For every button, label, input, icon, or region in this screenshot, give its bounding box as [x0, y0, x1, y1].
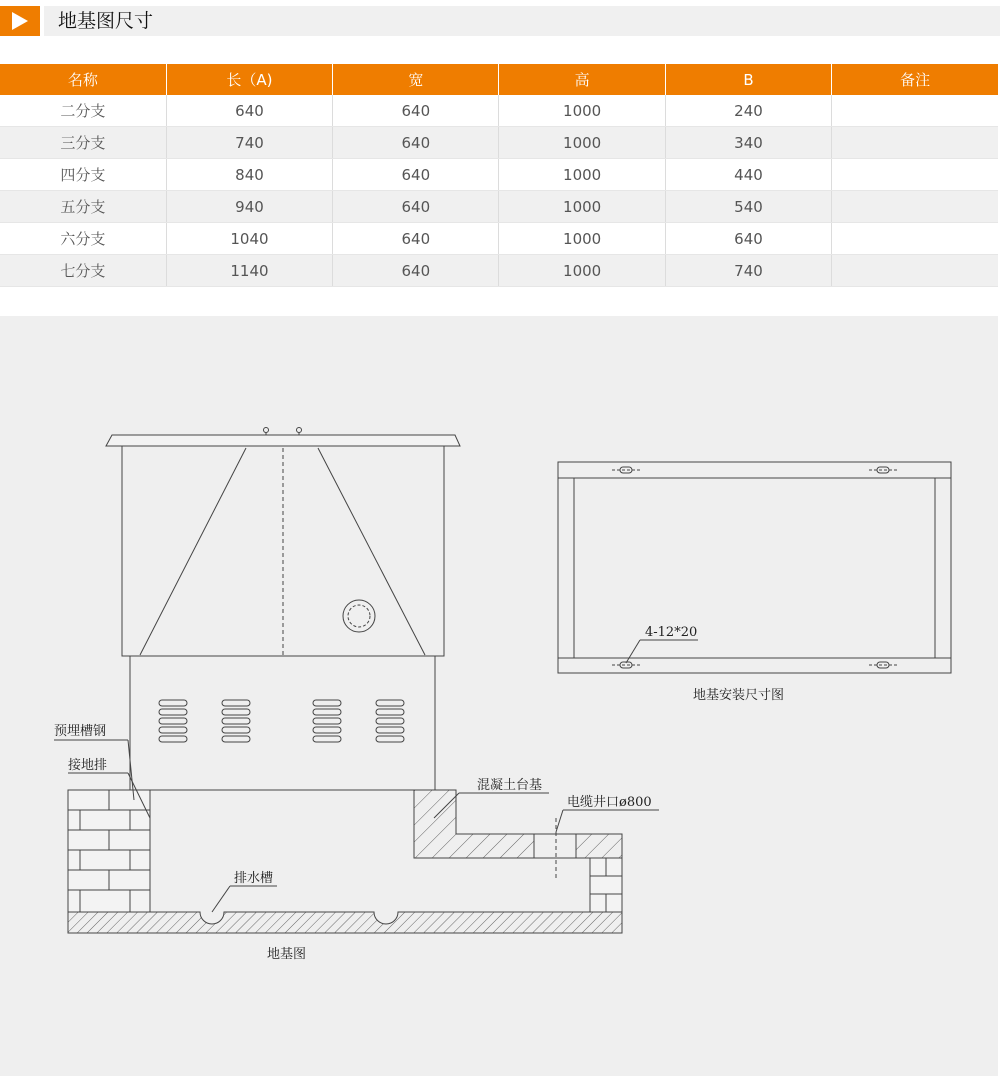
label-cable-well: 电缆井口ø800 [567, 795, 652, 810]
table-cell: 540 [665, 191, 831, 223]
brick-wall-left [68, 790, 150, 912]
table-cell: 三分支 [0, 127, 166, 159]
cabinet-roof [106, 428, 460, 447]
table-row [0, 95, 998, 127]
mounting-slot [612, 467, 640, 473]
table-cell: 七分支 [0, 255, 166, 287]
table-row [0, 191, 998, 223]
column-header: 宽 [333, 64, 499, 95]
table-cell: 740 [166, 127, 332, 159]
table-cell: 1140 [166, 255, 332, 287]
table-cell [832, 127, 998, 159]
table-row [0, 159, 998, 191]
cabinet-lower-body [130, 656, 435, 790]
section-title-bar [44, 6, 1000, 36]
table-cell: 440 [665, 159, 831, 191]
column-header: B [665, 64, 831, 95]
table-cell: 640 [166, 95, 332, 127]
table-cell: 640 [333, 159, 499, 191]
table-cell: 1000 [499, 127, 665, 159]
mounting-slot [869, 662, 897, 668]
table-cell [832, 95, 998, 127]
label-drain-groove: 排水槽 [234, 871, 274, 886]
table-cell: 940 [166, 191, 332, 223]
table-cell: 1000 [499, 95, 665, 127]
column-header: 备注 [832, 64, 998, 95]
table-cell: 640 [333, 95, 499, 127]
table-cell: 六分支 [0, 223, 166, 255]
floor-slab [68, 912, 622, 933]
spec-table [0, 64, 998, 287]
table-cell: 1000 [499, 255, 665, 287]
table-cell: 1000 [499, 223, 665, 255]
label-concrete-base: 混凝土台基 [477, 778, 543, 793]
table-row [0, 127, 998, 159]
caption-foundation: 地基图 [267, 947, 307, 962]
foundation-drawing [0, 316, 998, 1076]
table-cell: 1000 [499, 191, 665, 223]
brick-wall-right [590, 858, 622, 912]
drawing-panel [0, 316, 998, 1076]
column-header: 高 [499, 64, 665, 95]
table-row [0, 223, 998, 255]
table-cell: 640 [333, 223, 499, 255]
table-cell: 640 [333, 255, 499, 287]
table-cell: 1000 [499, 159, 665, 191]
section-header [0, 6, 1000, 36]
label-embedded-channel: 预埋槽钢 [54, 724, 107, 739]
table-cell: 340 [665, 127, 831, 159]
label-hole-spec: 4-12*20 [645, 625, 698, 640]
table-cell: 640 [333, 127, 499, 159]
play-triangle-icon [0, 6, 40, 36]
section-title: 地基图尺寸 [58, 10, 154, 32]
caption-install-dimensions: 地基安装尺寸图 [693, 688, 785, 703]
mounting-slot [869, 467, 897, 473]
table-cell: 五分支 [0, 191, 166, 223]
table-header-row [0, 64, 998, 95]
table-cell: 840 [166, 159, 332, 191]
label-grounding-bar: 接地排 [68, 758, 108, 773]
table-cell: 1040 [166, 223, 332, 255]
table-row [0, 255, 998, 287]
table-cell [832, 159, 998, 191]
install-plan-view [558, 462, 951, 673]
table-cell: 240 [665, 95, 831, 127]
table-cell [832, 191, 998, 223]
column-header: 名称 [0, 64, 166, 95]
table-cell: 二分支 [0, 95, 166, 127]
table-cell: 640 [665, 223, 831, 255]
table-cell [832, 223, 998, 255]
table-cell: 640 [333, 191, 499, 223]
column-header: 长（A) [166, 64, 332, 95]
table-cell: 四分支 [0, 159, 166, 191]
table-cell: 740 [665, 255, 831, 287]
table-cell [832, 255, 998, 287]
cabinet-upper-body [122, 446, 444, 656]
